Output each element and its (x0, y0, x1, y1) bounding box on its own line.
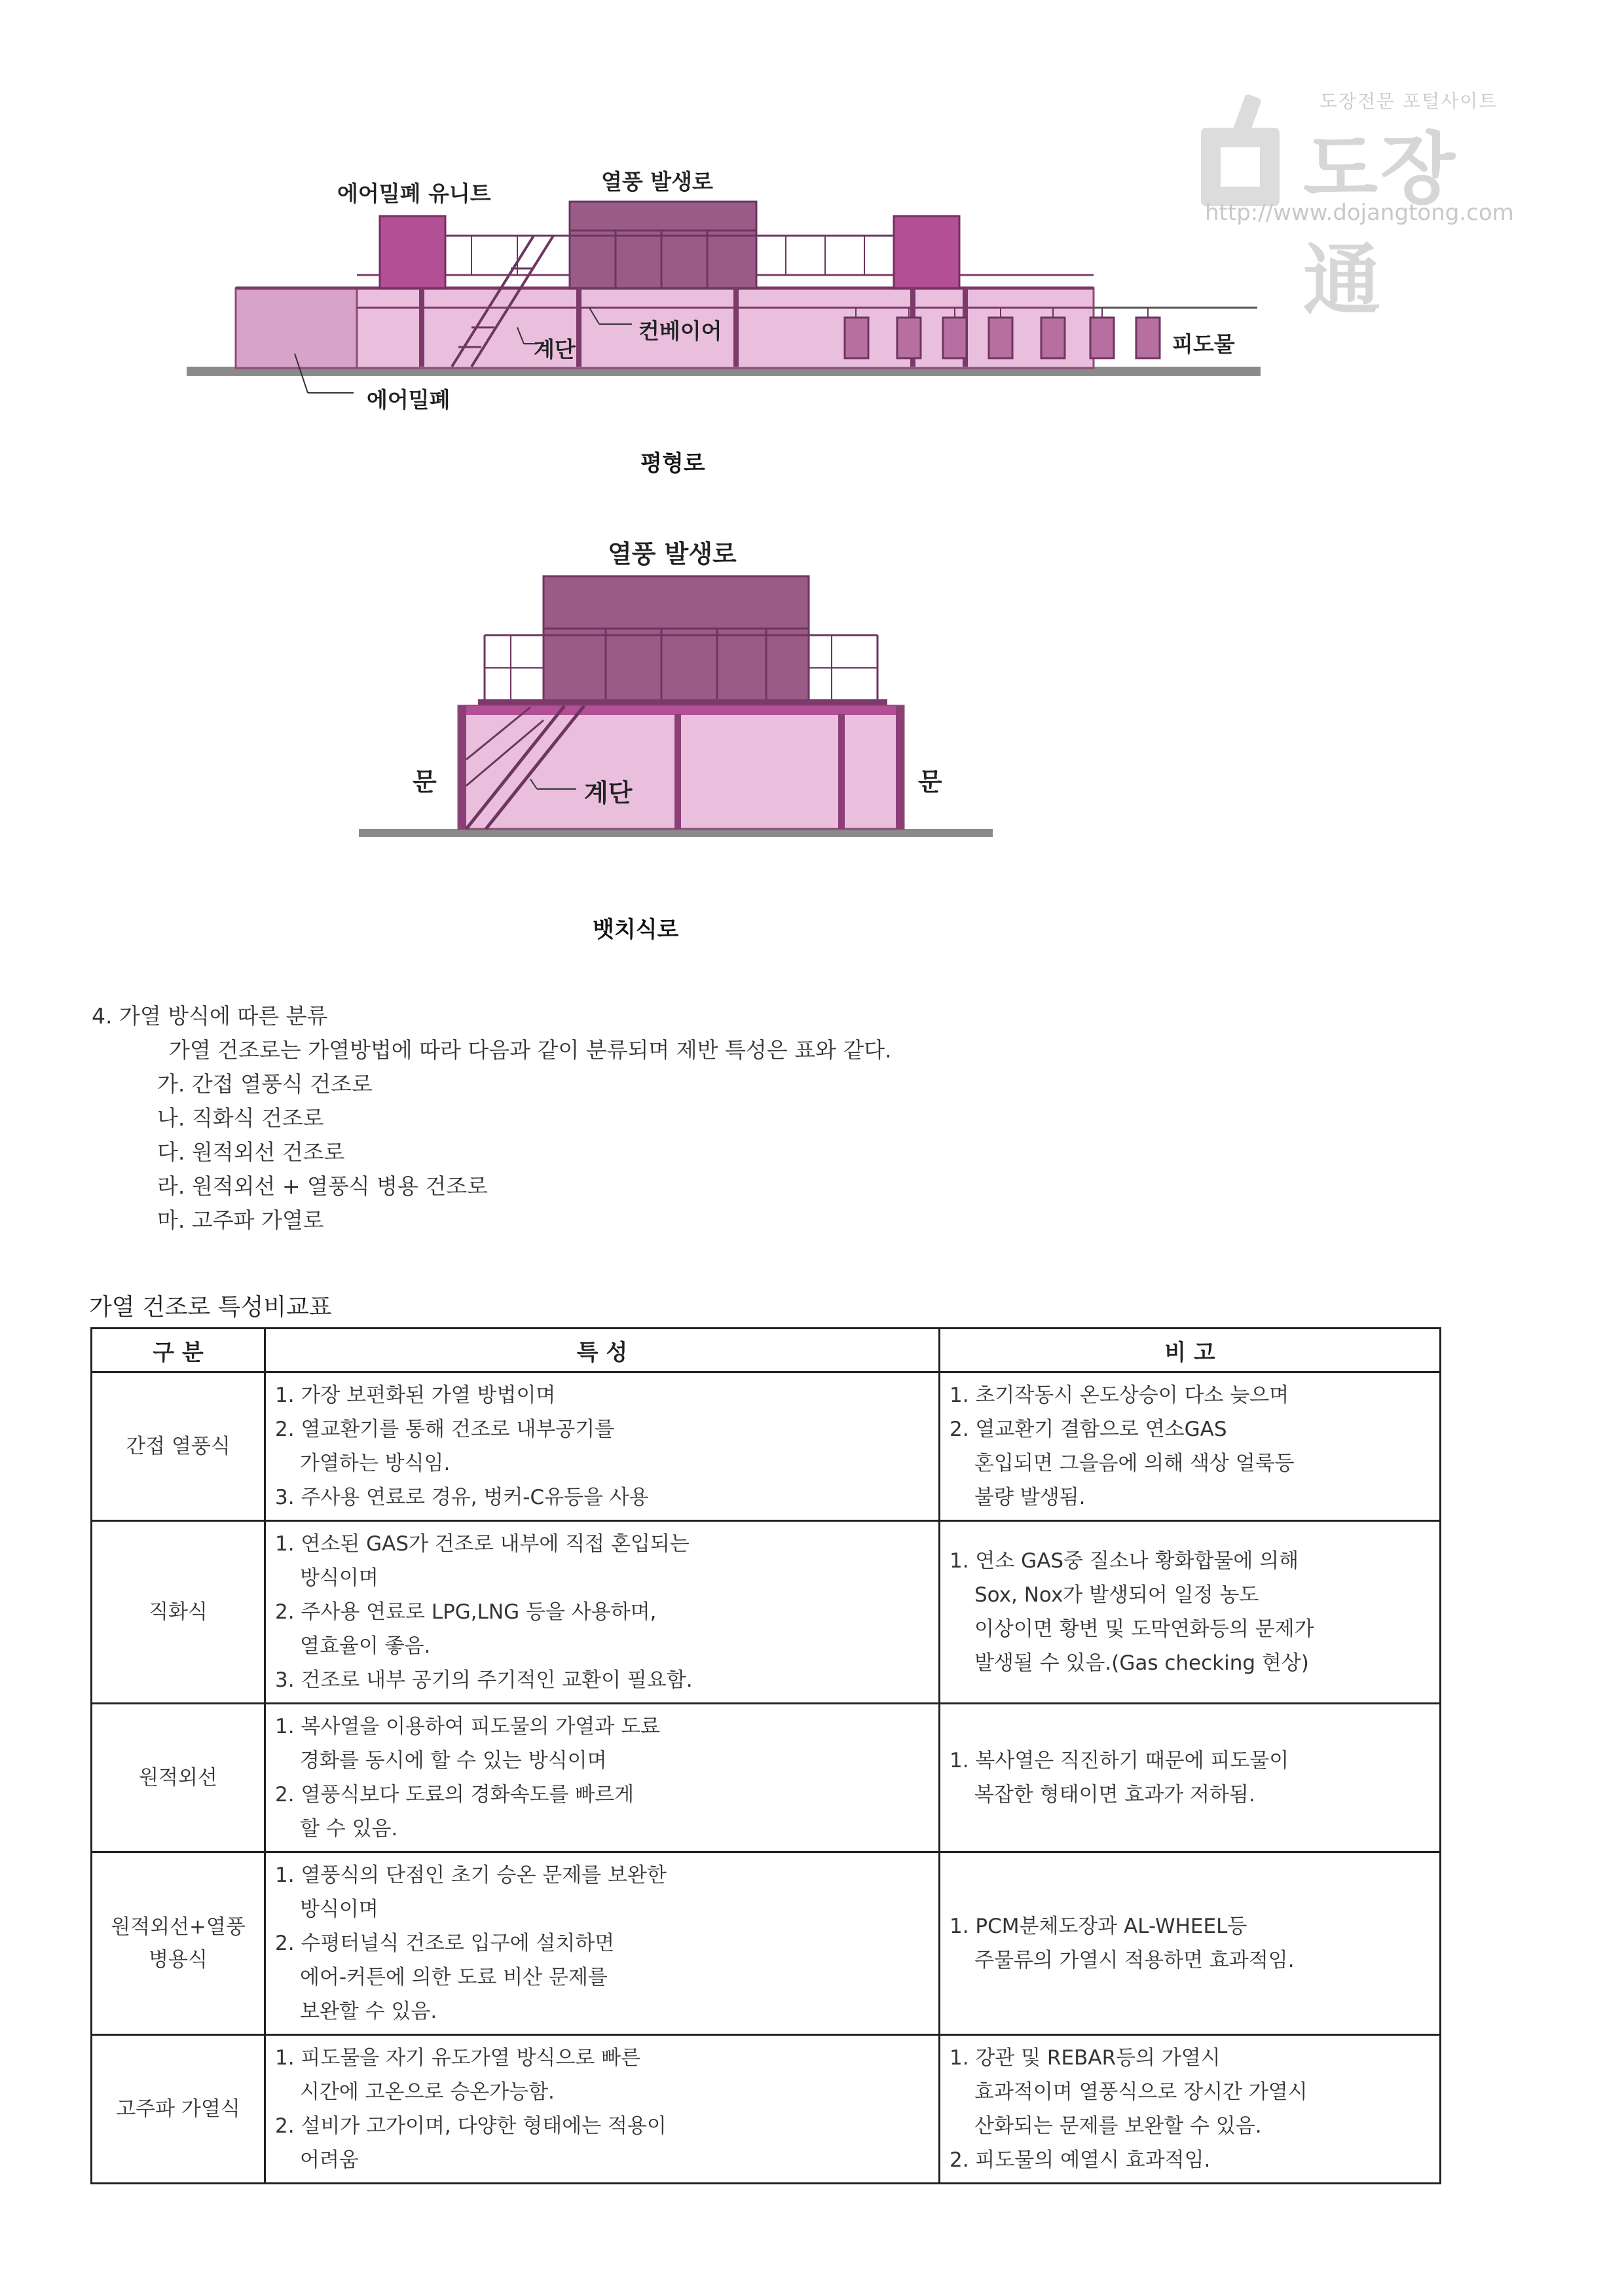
label-door-left: 문 (413, 767, 437, 796)
batch-oven-diagram (0, 511, 1624, 877)
feature-line: 경화를 동시에 할 수 있는 방식이며 (300, 1749, 607, 1772)
remark-line: 1. 복사열은 직진하기 때문에 피도물이 (950, 1749, 1289, 1772)
remark-line: 주물류의 가열시 적용하면 효과적임. (974, 1949, 1295, 1972)
figure-horizontal-oven (0, 0, 1624, 498)
header-category: 구 분 (92, 1329, 265, 1372)
feature-line: 시간에 고온으로 승온가능함. (300, 2080, 555, 2104)
remark-line: 2. 열교환기 결함으로 연소GAS (950, 1418, 1227, 1441)
feature-line: 2. 주사용 연료로 LPG,LNG 등을 사용하며, (275, 1600, 657, 1624)
category-line: 원적외선 (139, 1766, 217, 1790)
feature-line: 2. 수평터널식 건조로 입구에 설치하면 (275, 1932, 615, 1955)
feature-line: 열효율이 좋음. (300, 1634, 431, 1658)
feature-line: 보완할 수 있음. (300, 2000, 437, 2023)
row-features (265, 1372, 940, 1521)
remark-line: 발생될 수 있음.(Gas checking 현상) (974, 1651, 1309, 1675)
label-workpiece: 피도물 (1172, 331, 1235, 357)
feature-line: 에어-커튼에 의한 도료 비산 문제를 (300, 1966, 608, 1989)
table-row (92, 1521, 1441, 1704)
row-features (265, 1704, 940, 1852)
remark-line: 복잡한 형태이면 효과가 저하됨. (974, 1783, 1255, 1807)
table-row (92, 2035, 1441, 2184)
row-remarks (940, 1372, 1441, 1521)
label-stairs: 계단 (534, 337, 576, 362)
feature-line: 1. 열풍식의 단점인 초기 승온 문제를 보완한 (275, 1864, 667, 1887)
feature-line: 1. 피도물을 자기 유도가열 방식으로 빠른 (275, 2046, 640, 2070)
label-door-right: 문 (918, 767, 942, 796)
list-item: 나. 직화식 건조로 (157, 1105, 324, 1131)
feature-line: 1. 연소된 GAS가 건조로 내부에 직접 혼입되는 (275, 1532, 690, 1556)
list-item: 가. 간접 열풍식 건조로 (157, 1071, 373, 1097)
table-row (92, 1704, 1441, 1852)
row-features (265, 2035, 940, 2184)
feature-line: 방식이며 (300, 1898, 378, 1921)
list-item: 다. 원적외선 건조로 (157, 1139, 345, 1165)
feature-line: 3. 건조로 내부 공기의 주기적인 교환이 필요함. (275, 1668, 693, 1692)
category-line: 고주파 가열식 (116, 2097, 240, 2121)
horizontal-oven-diagram (0, 0, 1624, 419)
label-air-seal-unit: 에어밀폐 유니트 (337, 181, 491, 206)
label-hot-air-generator: 열풍 발생로 (601, 169, 713, 194)
label-batch-stairs: 계단 (584, 779, 633, 807)
category-line: 원적외선+열풍 (111, 1915, 246, 1939)
table-header-row (92, 1329, 1441, 1372)
remark-line: 1. PCM분체도장과 AL-WHEEL등 (950, 1915, 1247, 1938)
label-batch-hot-air-generator: 열풍 발생로 (608, 540, 737, 568)
remark-line: 효과적이며 열풍식으로 장시간 가열시 (974, 2080, 1308, 2104)
header-remarks: 비 고 (940, 1329, 1441, 1372)
table-row (92, 1852, 1441, 2035)
feature-line: 가열하는 방식임. (300, 1452, 451, 1475)
comparison-table (90, 1327, 1441, 2184)
feature-line: 1. 가장 보편화된 가열 방법이며 (275, 1384, 556, 1407)
figure1-caption: 평형로 (640, 450, 705, 477)
remark-line: 이상이면 황변 및 도막연화등의 문제가 (974, 1617, 1314, 1641)
remark-line: 1. 초기작동시 온도상승이 다소 늦으며 (950, 1384, 1289, 1407)
header-features: 특 성 (265, 1329, 940, 1372)
watermark-subtitle: 도장전문 포털사이트 (1320, 90, 1498, 112)
row-category (92, 1521, 265, 1704)
remark-line: Sox, Nox가 발생되어 일정 농도 (974, 1583, 1259, 1607)
classification-list (157, 1067, 488, 1238)
table-row (92, 1372, 1441, 1521)
section-heading: 4. 가열 방식에 따른 분류 (92, 1003, 328, 1029)
row-remarks (940, 1852, 1441, 2035)
row-features (265, 1521, 940, 1704)
row-remarks (940, 1521, 1441, 1704)
remark-line: 혼입되면 그을음에 의해 색상 얼룩등 (974, 1452, 1295, 1475)
remark-line: 2. 피도물의 예열시 효과적임. (950, 2148, 1211, 2172)
row-category (92, 1852, 265, 2035)
feature-line: 1. 복사열을 이용하여 피도물의 가열과 도료 (275, 1715, 660, 1738)
list-item: 마. 고주파 가열로 (157, 1207, 324, 1233)
feature-line: 2. 열교환기를 통해 건조로 내부공기를 (275, 1418, 615, 1441)
row-category (92, 1704, 265, 1852)
row-remarks (940, 1704, 1441, 1852)
remark-line: 불량 발생됨. (974, 1486, 1086, 1509)
label-air-seal: 에어밀폐 (367, 387, 451, 413)
watermark-url: http://www.dojangtong.com (1205, 200, 1514, 226)
watermark-brand: 도장通 (1303, 124, 1458, 325)
row-features (265, 1852, 940, 2035)
remark-line: 산화되는 문제를 보완할 수 있음. (974, 2114, 1262, 2138)
remark-line: 1. 강관 및 REBAR등의 가열시 (950, 2046, 1221, 2070)
label-conveyor: 컨베이어 (638, 318, 722, 344)
table-title: 가열 건조로 특성비교표 (89, 1294, 332, 1321)
row-category (92, 1372, 265, 1521)
feature-line: 어려움 (300, 2148, 359, 2172)
category-line: 직화식 (149, 1600, 208, 1624)
category-line: 병용식 (149, 1948, 208, 1972)
remark-line: 1. 연소 GAS중 질소나 황화합물에 의해 (950, 1549, 1299, 1573)
category-line: 간접 열풍식 (126, 1435, 231, 1458)
feature-line: 2. 설비가 고가이며, 다양한 형태에는 적용이 (275, 2114, 667, 2138)
figure2-caption: 뱃치식로 (593, 917, 679, 943)
feature-line: 3. 주사용 연료로 경유, 벙커-C유등을 사용 (275, 1486, 649, 1509)
figure-batch-oven (0, 511, 1624, 956)
feature-line: 할 수 있음. (300, 1817, 398, 1841)
row-category (92, 2035, 265, 2184)
list-item: 라. 원적외선 + 열풍식 병용 건조로 (157, 1173, 489, 1199)
feature-line: 2. 열풍식보다 도료의 경화속도를 빠르게 (275, 1783, 635, 1807)
section-intro: 가열 건조로는 가열방법에 따라 다음과 같이 분류되며 제반 특성은 표와 같다. (169, 1037, 892, 1063)
row-remarks (940, 2035, 1441, 2184)
feature-line: 방식이며 (300, 1566, 378, 1590)
